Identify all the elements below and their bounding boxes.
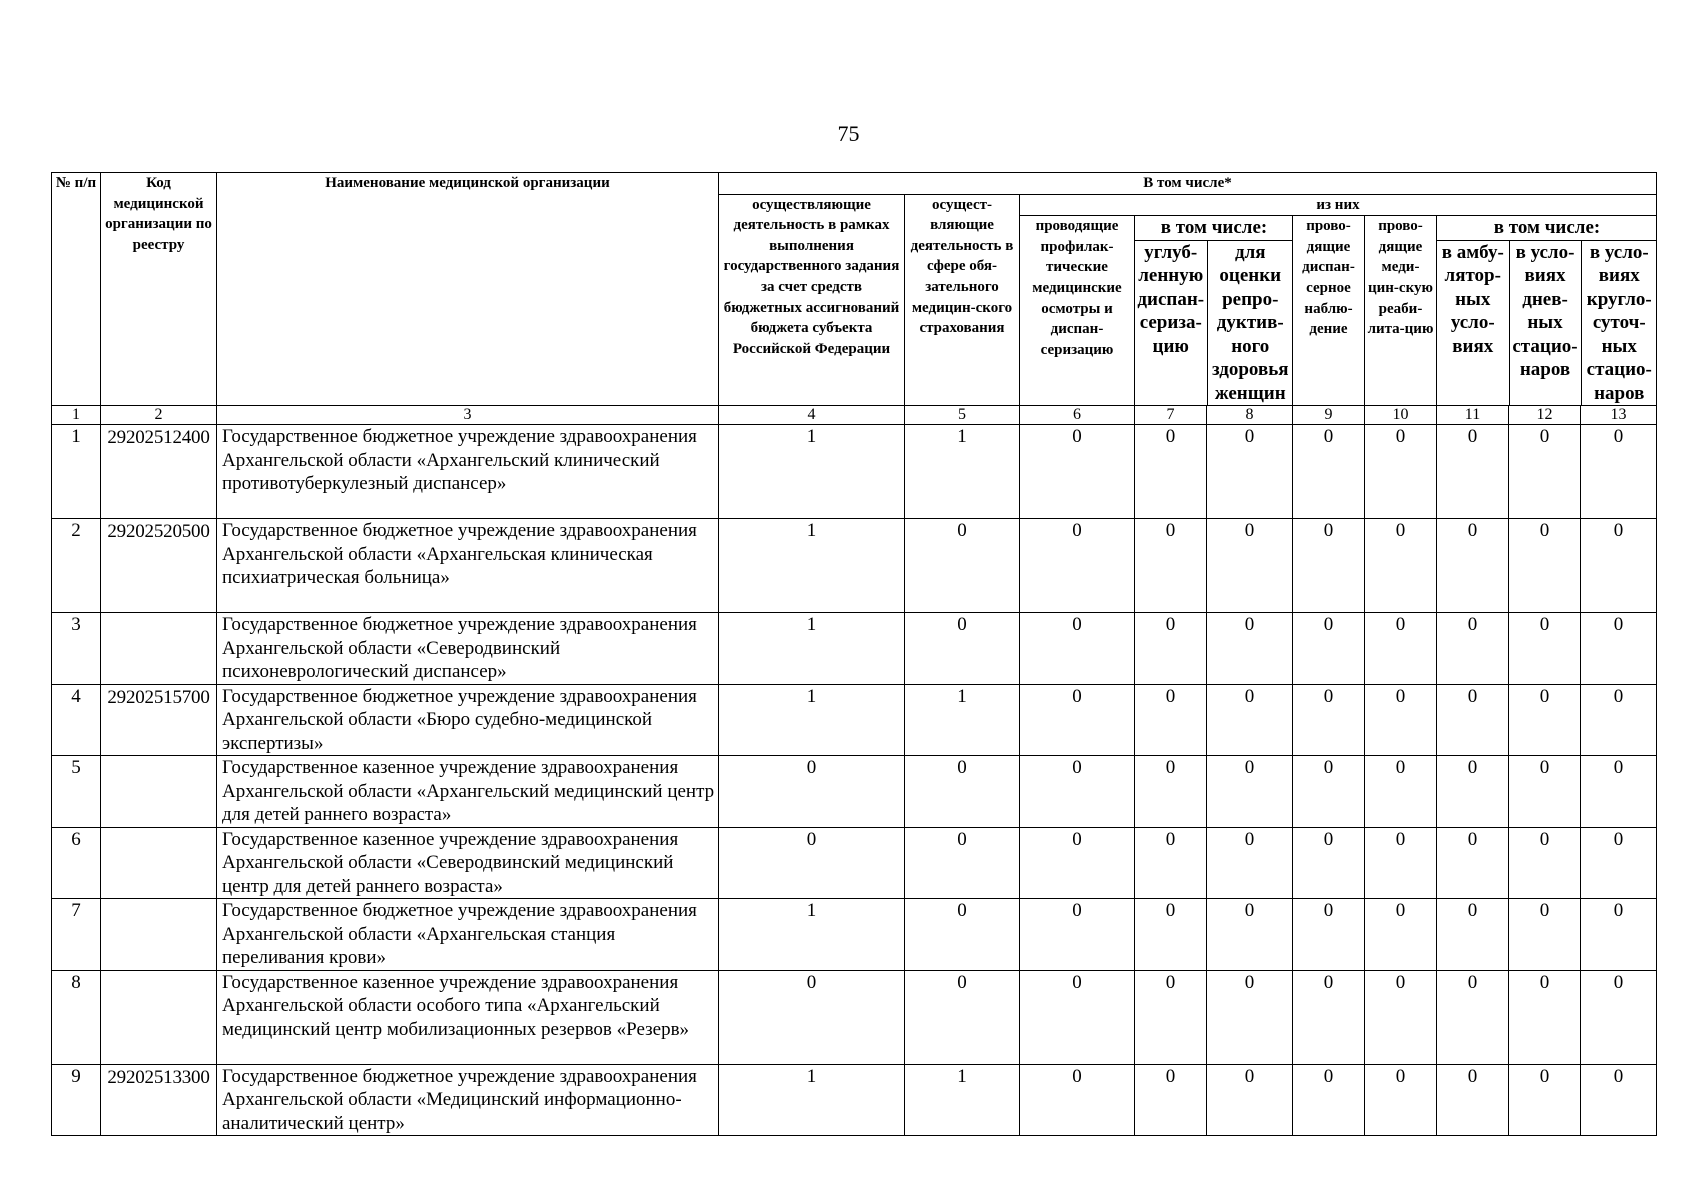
value-col-7: 0: [1135, 613, 1207, 685]
column-number: 13: [1581, 406, 1657, 425]
value-col-6: 0: [1020, 827, 1135, 899]
row-number: 7: [52, 899, 101, 971]
organization-code: 29202520500: [101, 519, 217, 613]
table-row: [52, 899, 1657, 971]
value-col-10: 0: [1365, 684, 1437, 756]
value-col-9: 0: [1293, 756, 1365, 828]
row-number: 4: [52, 684, 101, 756]
value-col-13: 0: [1581, 756, 1657, 828]
header-col-6-label: проводящие профилак-тические медицинские осмотры и диспан-серизацию: [1032, 218, 1122, 358]
value-col-7: 0: [1135, 519, 1207, 613]
header-code: Код медицинской организации по реестру: [101, 173, 217, 406]
value-col-10: 0: [1365, 827, 1437, 899]
value-col-7: 0: [1135, 425, 1207, 519]
value-col-6: 0: [1020, 899, 1135, 971]
header-col-7: углуб-ленную диспан-сериза-цию: [1135, 240, 1207, 405]
organization-code: 29202512400: [101, 425, 217, 519]
value-col-13: 0: [1581, 684, 1657, 756]
value-col-7: 0: [1135, 970, 1207, 1064]
column-number: 5: [905, 406, 1020, 425]
value-col-13: 0: [1581, 613, 1657, 685]
value-col-11: 0: [1437, 899, 1509, 971]
value-col-9: 0: [1293, 613, 1365, 685]
value-col-8: 0: [1207, 827, 1293, 899]
value-col-11: 0: [1437, 613, 1509, 685]
header-subtable-b: [1437, 216, 1657, 405]
column-numbers-row: [52, 406, 1657, 425]
value-col-7: 0: [1135, 1064, 1207, 1136]
organization-name: Государственное бюджетное учреждение здравоохранения Архангельской области «Архангельская станция переливания крови»: [217, 899, 719, 971]
value-col-9: 0: [1293, 1064, 1365, 1136]
value-col-9: 0: [1293, 425, 1365, 519]
value-col-10: 0: [1365, 425, 1437, 519]
header-group-including-b: [1437, 216, 1657, 406]
row-number: 2: [52, 519, 101, 613]
value-col-11: 0: [1437, 425, 1509, 519]
value-col-12: 0: [1509, 425, 1581, 519]
row-number: 5: [52, 756, 101, 828]
value-col-4: 1: [719, 684, 905, 756]
column-number: 7: [1135, 406, 1207, 425]
header-col-12: в усло-виях днев-ных стацио-наров: [1509, 240, 1581, 405]
value-col-4: 1: [719, 1064, 905, 1136]
value-col-10: 0: [1365, 899, 1437, 971]
value-col-4: 1: [719, 519, 905, 613]
table-row: [52, 1064, 1657, 1136]
value-col-4: 0: [719, 756, 905, 828]
header-group-of-them: из них: [1020, 194, 1657, 216]
value-col-13: 0: [1581, 519, 1657, 613]
row-number: 1: [52, 425, 101, 519]
column-number: 11: [1437, 406, 1509, 425]
value-col-8: 0: [1207, 425, 1293, 519]
row-number: 3: [52, 613, 101, 685]
organization-code: 29202515700: [101, 684, 217, 756]
value-col-9: 0: [1293, 684, 1365, 756]
value-col-11: 0: [1437, 970, 1509, 1064]
value-col-5: 1: [905, 684, 1020, 756]
value-col-12: 0: [1509, 899, 1581, 971]
value-col-11: 0: [1437, 1064, 1509, 1136]
value-col-8: 0: [1207, 756, 1293, 828]
value-col-5: 0: [905, 827, 1020, 899]
value-col-13: 0: [1581, 1064, 1657, 1136]
header-num: № п/п: [52, 173, 101, 406]
value-col-5: 1: [905, 1064, 1020, 1136]
value-col-7: 0: [1135, 684, 1207, 756]
value-col-10: 0: [1365, 970, 1437, 1064]
column-number: 10: [1365, 406, 1437, 425]
value-col-11: 0: [1437, 756, 1509, 828]
column-number: 1: [52, 406, 101, 425]
organization-code: [101, 756, 217, 828]
value-col-7: 0: [1135, 899, 1207, 971]
row-number: 6: [52, 827, 101, 899]
organization-name: Государственное бюджетное учреждение здравоохранения Архангельской области «Бюро судебно-медицинской экспертизы»: [217, 684, 719, 756]
value-col-8: 0: [1207, 684, 1293, 756]
organization-name: Государственное казенное учреждение здравоохранения Архангельской области «Архангельский медицинский центр для детей раннего возраста»: [217, 756, 719, 828]
header-name: Наименование медицинской организации: [217, 173, 719, 406]
organization-name: Государственное казенное учреждение здравоохранения Архангельской области «Северодвинский медицинский центр для детей раннего возраста»: [217, 827, 719, 899]
value-col-9: 0: [1293, 827, 1365, 899]
value-col-12: 0: [1509, 827, 1581, 899]
organization-code: [101, 899, 217, 971]
organization-name: Государственное казенное учреждение здравоохранения Архангельской области особого типа «Архангельский медицинский центр мобилизационных резервов «Резерв»: [217, 970, 719, 1064]
value-col-10: 0: [1365, 519, 1437, 613]
value-col-9: 0: [1293, 519, 1365, 613]
column-number: 3: [217, 406, 719, 425]
header-col-13: в усло-виях кругло-суточ-ных стацио-наров: [1586, 241, 1652, 404]
value-col-8: 0: [1207, 1064, 1293, 1136]
table-header: [52, 173, 1657, 425]
value-col-12: 0: [1509, 756, 1581, 828]
value-col-6: 0: [1020, 1064, 1135, 1136]
header-col-8: для оценки репро-дуктив-ного здоровья женщин: [1211, 241, 1289, 404]
value-col-6: 0: [1020, 684, 1135, 756]
organization-code: 29202513300: [101, 1064, 217, 1136]
value-col-4: 0: [719, 970, 905, 1064]
organization-code: [101, 970, 217, 1064]
header-col-5: осущест-вляющие деятельность в сфере обя-зательного медицин-ского страхования: [905, 194, 1020, 406]
table-row: [52, 519, 1657, 613]
organization-code: [101, 613, 217, 685]
value-col-4: 0: [719, 827, 905, 899]
value-col-4: 1: [719, 899, 905, 971]
value-col-9: 0: [1293, 899, 1365, 971]
value-col-11: 0: [1437, 519, 1509, 613]
value-col-12: 0: [1509, 613, 1581, 685]
value-col-6: 0: [1020, 425, 1135, 519]
value-col-6: 0: [1020, 519, 1135, 613]
row-number: 9: [52, 1064, 101, 1136]
header-col-6: [1020, 216, 1135, 406]
medical-organizations-table: [51, 172, 1657, 1136]
value-col-6: 0: [1020, 756, 1135, 828]
header-including-a-label: в том числе:: [1135, 216, 1293, 240]
value-col-12: 0: [1509, 519, 1581, 613]
header-subtable-a: [1135, 216, 1293, 405]
column-number: 9: [1293, 406, 1365, 425]
organization-name: Государственное бюджетное учреждение здравоохранения Архангельской области «Медицинский информационно-аналитический центр»: [217, 1064, 719, 1136]
header-group-including-a: [1135, 216, 1293, 406]
value-col-8: 0: [1207, 899, 1293, 971]
column-number: 2: [101, 406, 217, 425]
organization-name: Государственное бюджетное учреждение здравоохранения Архангельской области «Архангельский клинический противотуберкулезный диспансер»: [217, 425, 719, 519]
value-col-5: 0: [905, 613, 1020, 685]
column-number: 4: [719, 406, 905, 425]
value-col-6: 0: [1020, 613, 1135, 685]
organization-name: Государственное бюджетное учреждение здравоохранения Архангельской области «Северодвинский психоневрологический диспансер»: [217, 613, 719, 685]
table-body: [52, 425, 1657, 1136]
value-col-4: 1: [719, 613, 905, 685]
value-col-10: 0: [1365, 756, 1437, 828]
value-col-13: 0: [1581, 827, 1657, 899]
table-row: [52, 613, 1657, 685]
organization-name: Государственное бюджетное учреждение здравоохранения Архангельской области «Архангельская клиническая психиатрическая больница»: [217, 519, 719, 613]
value-col-10: 0: [1365, 1064, 1437, 1136]
value-col-12: 0: [1509, 970, 1581, 1064]
header-col-4: осуществляющие деятельность в рамках выполнения государственного задания за счет средств бюджетных ассигнований бюджета субъекта Российской Федерации: [719, 194, 905, 406]
header-col-11: в амбу-лятор-ных усло-виях: [1437, 240, 1509, 405]
value-col-12: 0: [1509, 1064, 1581, 1136]
value-col-5: 0: [905, 519, 1020, 613]
value-col-4: 1: [719, 425, 905, 519]
value-col-5: 0: [905, 899, 1020, 971]
value-col-8: 0: [1207, 519, 1293, 613]
organization-code: [101, 827, 217, 899]
column-number: 8: [1207, 406, 1293, 425]
value-col-13: 0: [1581, 425, 1657, 519]
value-col-10: 0: [1365, 613, 1437, 685]
table-row: [52, 827, 1657, 899]
value-col-11: 0: [1437, 827, 1509, 899]
value-col-8: 0: [1207, 613, 1293, 685]
value-col-8: 0: [1207, 970, 1293, 1064]
header-group-including: В том числе*: [719, 173, 1657, 195]
value-col-12: 0: [1509, 684, 1581, 756]
value-col-11: 0: [1437, 684, 1509, 756]
table-row: [52, 756, 1657, 828]
value-col-7: 0: [1135, 827, 1207, 899]
row-number: 8: [52, 970, 101, 1064]
column-number: 6: [1020, 406, 1135, 425]
value-col-7: 0: [1135, 756, 1207, 828]
value-col-6: 0: [1020, 970, 1135, 1064]
header-col-10: прово-дящие меди-цин-скую реаби-лита-цию: [1365, 216, 1437, 406]
value-col-5: 0: [905, 756, 1020, 828]
table-row: [52, 684, 1657, 756]
value-col-13: 0: [1581, 970, 1657, 1064]
value-col-5: 0: [905, 970, 1020, 1064]
page-number: 75: [837, 121, 860, 146]
value-col-13: 0: [1581, 899, 1657, 971]
column-number: 12: [1509, 406, 1581, 425]
value-col-9: 0: [1293, 970, 1365, 1064]
table-row: [52, 970, 1657, 1064]
header-col-9: прово-дящие диспан-серное наблю-дение: [1293, 216, 1365, 406]
header-including-b-label: в том числе:: [1437, 216, 1657, 240]
table-row: [52, 425, 1657, 519]
value-col-5: 1: [905, 425, 1020, 519]
